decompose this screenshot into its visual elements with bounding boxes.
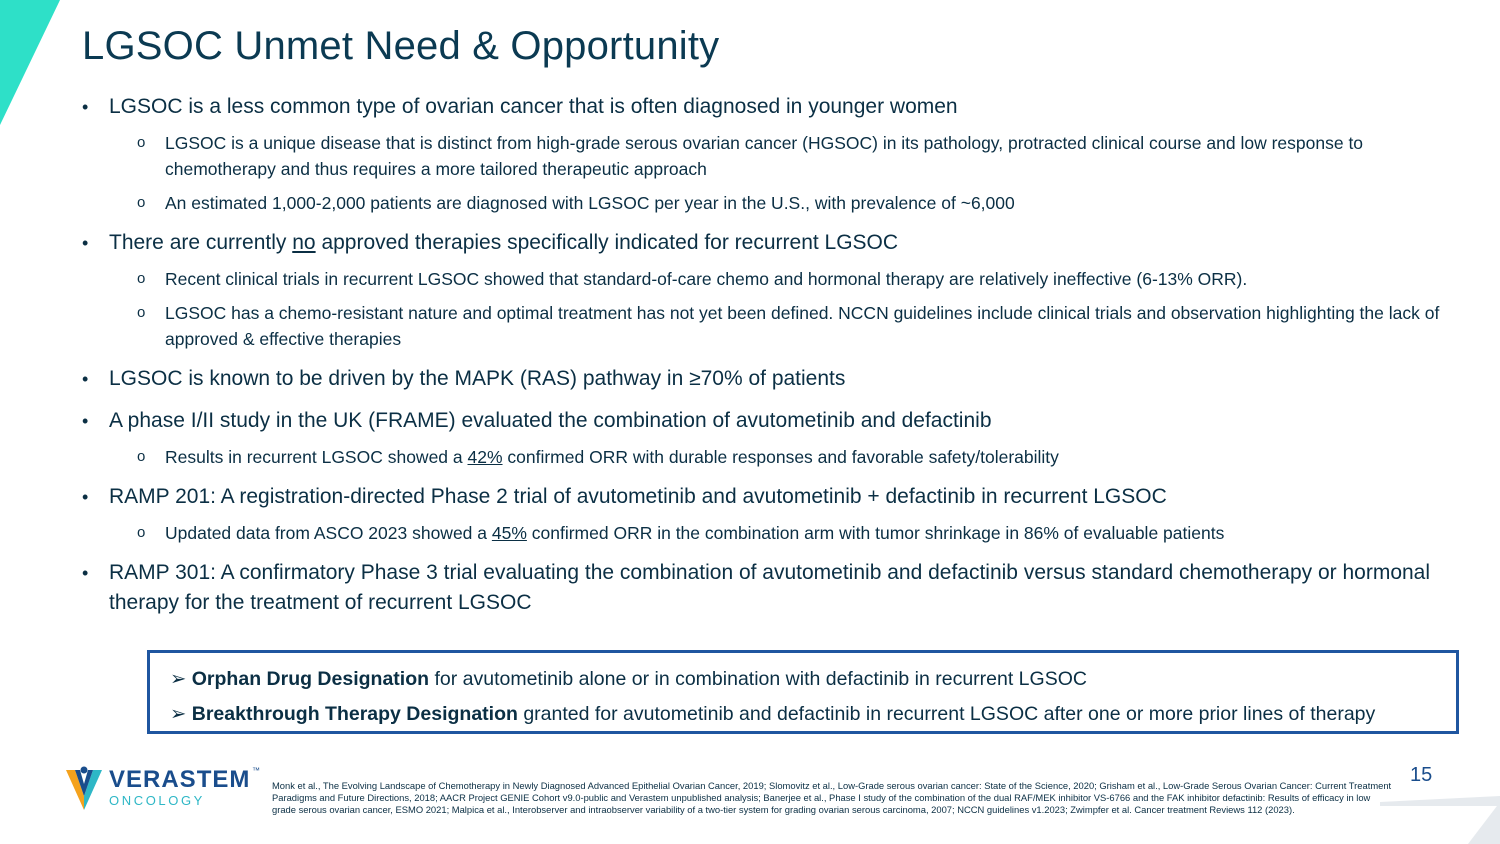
sub-bullet-marker: o: [137, 134, 146, 151]
callout-item-orphan-drug: [170, 666, 1087, 692]
sub-bullet-2-1: [82, 266, 1462, 292]
sub-bullet-marker: o: [137, 304, 146, 321]
callout-bold: Breakthrough Therapy Designation: [191, 703, 518, 725]
callout-text: granted for avutometinib and defactinib in recurrent LGSOC after one or more prior lines of therapy: [517, 703, 1376, 725]
sub-bullet-5-1: [82, 520, 1462, 546]
page-number: 15: [1410, 764, 1433, 786]
sub-text-part: confirmed ORR with durable responses and favorable safety/tolerability: [502, 447, 1059, 467]
sub-bullet-text: [165, 447, 1059, 467]
sub-bullet-marker: o: [137, 524, 146, 541]
bullet-6: • RAMP 301: A confirmatory Phase 3 trial evaluating the combination of avutometinib and defactinib versus standard chemotherapy or hormonal therapy for the treatment of recurrent LGSOC: [82, 558, 1462, 618]
sub-bullet-text: An estimated 1,000-2,000 patients are diagnosed with LGSOC per year in the U.S., with prevalence of ~6,000: [165, 193, 1015, 213]
bullet-3: • LGSOC is known to be driven by the MAPK (RAS) pathway in ≥70% of patients: [82, 364, 1462, 394]
sub-bullet-text: Recent clinical trials in recurrent LGSOC showed that standard-of-care chemo and hormonal therapy are relatively ineffective (6-13% ORR).: [165, 269, 1248, 289]
emphasis-no: no: [292, 231, 316, 254]
arrow-bullet-icon: ➢: [170, 668, 187, 690]
references-footnote: Monk et al., The Evolving Landscape of Chemotherapy in Newly Diagnosed Advanced Epithelial Ovarian Cancer, 2019; Slomovitz et al., Low-Grade serous ovarian cancer: State of the Science, 2020; Grisham et al., Low-Grade Serous Ovarian Cancer: Current Treatment Paradigms and Future Directions, 2018; AACR Project GENIE Cohort v9.0-public and Verastem unpublished analysis; Banerjee et al., Phase I study of the combination of the dual RAF/MEK inhibitor VS-6766 and the FAK inhibitor defactinib: Results of efficacy in low grade serous ovarian cancer, ESMO 2021; Malpica et al., Interobserver and intraobserver variability of a two-tier system for grading ovarian serous carcinoma, 2007; NCCN guidelines v1.2023; Zwimpfer et al. Cancer treatment Reviews 112 (2023).: [272, 780, 1392, 815]
sub-bullet-text: LGSOC is a unique disease that is distinct from high-grade serous ovarian cancer (HGSOC) in its pathology, protracted clinical course and low response to chemotherapy and thus requires a more tailored therapeutic approach: [165, 133, 1364, 179]
bullet-text: approved therapies specifically indicated for recurrent LGSOC: [315, 231, 899, 254]
bullet-text: There are currently: [109, 231, 293, 254]
logo-trademark: ™: [252, 766, 260, 775]
orr-45-percent: 45%: [491, 523, 527, 543]
arrow-bullet-icon: ➢: [170, 703, 187, 725]
callout-text: for avutometinib alone or in combination with defactinib in recurrent LGSOC: [429, 668, 1087, 690]
sub-bullet-1-1: [82, 130, 1462, 182]
logo-subtitle: ONCOLOGY: [109, 793, 205, 808]
logo-wordmark: VERASTEM: [109, 766, 251, 793]
sub-bullet-text: LGSOC has a chemo-resistant nature and optimal treatment has not yet been defined. NCCN guidelines include clinical trials and observation highlighting the lack of approved & effective therapies: [165, 303, 1440, 349]
callout-item-breakthrough: [170, 701, 1375, 727]
bullet-5: • RAMP 201: A registration-directed Phase 2 trial of avutometinib and avutometinib + defactinib in recurrent LGSOC: [82, 482, 1462, 512]
bullet-list: [82, 92, 1462, 618]
bullet-1: • LGSOC is a less common type of ovarian cancer that is often diagnosed in younger women: [82, 92, 1462, 122]
sub-bullet-4-1: [82, 444, 1462, 470]
sub-bullet-marker: o: [137, 270, 146, 287]
sub-text-part: Results in recurrent LGSOC showed a: [165, 447, 468, 467]
sub-bullet-text: [165, 523, 1224, 543]
sub-bullet-marker: o: [137, 448, 146, 465]
sub-text-part: Updated data from ASCO 2023 showed a: [165, 523, 492, 543]
bullet-2: [82, 228, 1462, 258]
callout-bold: Orphan Drug Designation: [191, 668, 430, 690]
sub-bullet-2-2: [82, 300, 1462, 352]
sub-text-part: confirmed ORR in the combination arm with tumor shrinkage in 86% of evaluable patients: [526, 523, 1225, 543]
designation-callout-box: [147, 650, 1459, 734]
verastem-v-mark-icon: [66, 766, 102, 810]
verastem-logo: [66, 766, 266, 810]
corner-decoration: [1380, 796, 1500, 844]
accent-triangle: [0, 0, 60, 125]
sub-bullet-marker: o: [137, 194, 146, 211]
orr-42-percent: 42%: [467, 447, 503, 467]
sub-bullet-1-2: [82, 190, 1462, 216]
bullet-4: • A phase I/II study in the UK (FRAME) evaluated the combination of avutometinib and defactinib: [82, 406, 1462, 436]
slide-title: LGSOC Unmet Need & Opportunity: [82, 24, 720, 68]
